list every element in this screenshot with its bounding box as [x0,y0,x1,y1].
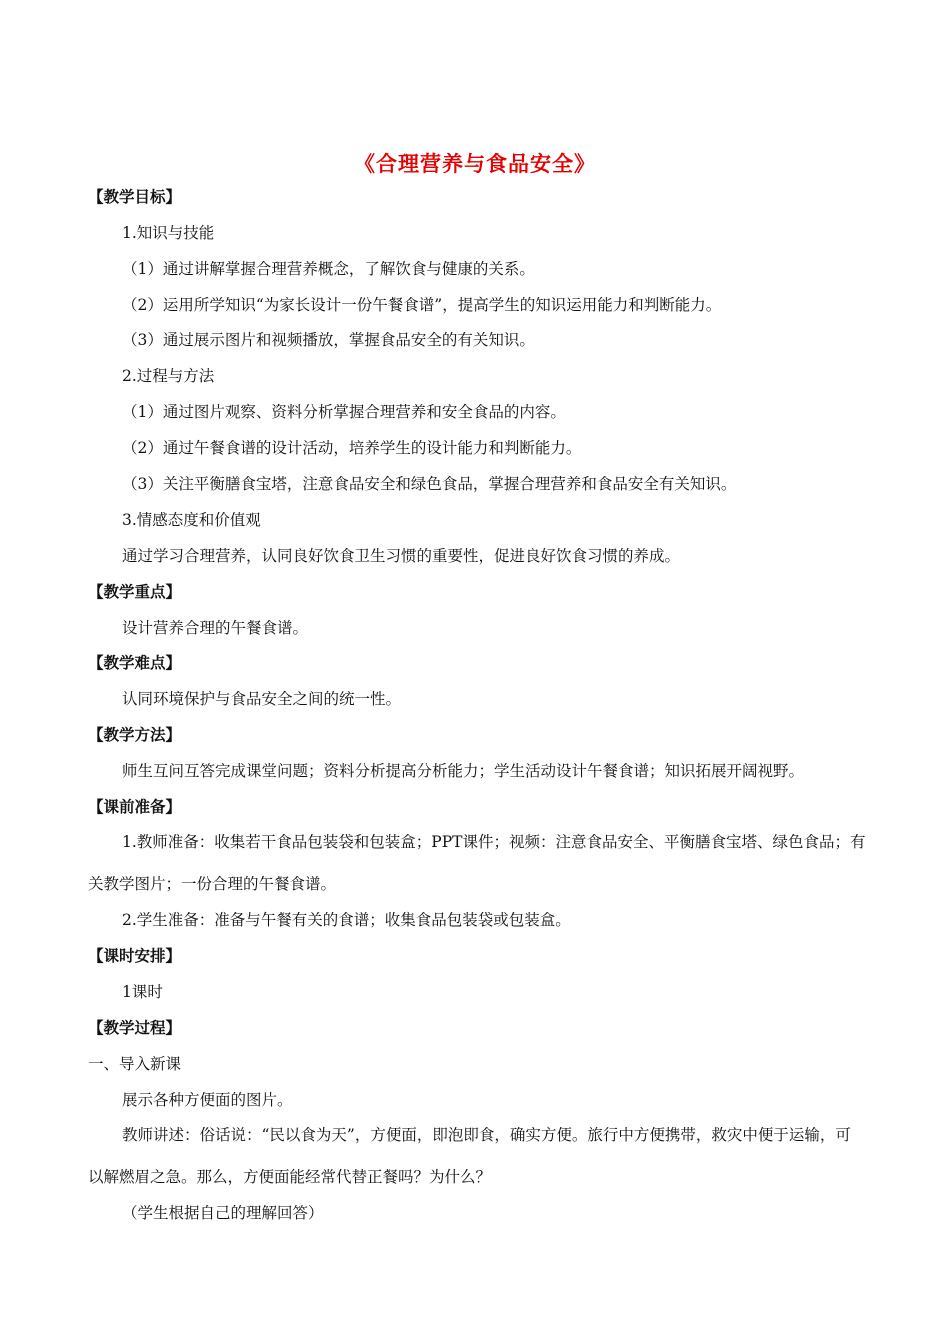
objectives-item: （2）运用所学知识“为家长设计一份午餐食谱”，提高学生的知识运用能力和判断能力。 [122,296,722,314]
method-text: 师生互问互答完成课堂问题；资料分析提高分析能力；学生活动设计午餐食谱；知识拓展开阔视野。 [122,762,805,780]
preparation-heading: 【课前准备】 [88,797,182,816]
process-paragraph: （学生根据自己的理解回答） [122,1204,324,1222]
objectives-section-2: 2.过程与方法 [122,367,215,385]
objectives-item: （3）通过展示图片和视频播放，掌握食品安全的有关知识。 [122,331,535,349]
objectives-section-1: 1.知识与技能 [122,224,215,242]
preparation-student: 2.学生准备：准备与午餐有关的食谱；收集食品包装袋或包装盒。 [122,911,571,929]
process-paragraph: 展示各种方便面的图片。 [122,1091,293,1109]
process-heading: 【教学过程】 [88,1018,182,1037]
objectives-item: （2）通过午餐食谱的设计活动，培养学生的设计能力和判断能力。 [122,439,582,457]
objectives-item: （1）通过讲解掌握合理营养概念，了解饮食与健康的关系。 [122,260,535,278]
process-part-1: 一、导入新课 [88,1055,182,1073]
schedule-text: 1课时 [122,983,163,1001]
document-title: 《合理营养与食品安全》 [354,151,596,176]
key-point-text: 设计营养合理的午餐食谱。 [122,619,309,637]
key-point-heading: 【教学重点】 [88,582,182,601]
objectives-item: （1）通过图片观察、资料分析掌握合理营养和安全食品的内容。 [122,403,566,421]
difficulty-heading: 【教学难点】 [88,653,182,672]
method-heading: 【教学方法】 [88,725,182,744]
objectives-heading: 【教学目标】 [88,187,182,206]
process-paragraph: 教师讲述：俗话说：“民以食为天”，方便面，即泡即食，确实方便。旅行中方便携带，救灾中便于运输，可以解燃眉之急。那么，方便面能经常代替正餐吗？为什么？ [88,1126,851,1186]
schedule-heading: 【课时安排】 [88,946,182,965]
objectives-item: （3）关注平衡膳食宝塔，注意食品安全和绿色食品，掌握合理营养和食品安全有关知识。 [122,475,737,493]
difficulty-text: 认同环境保护与食品安全之间的统一性。 [122,690,402,708]
objectives-item: 通过学习合理营养，认同良好饮食卫生习惯的重要性，促进良好饮食习惯的养成。 [122,547,681,565]
preparation-teacher: 1.教师准备：收集若干食品包装袋和包装盒；PPT课件；视频：注意食品安全、平衡膳食宝塔、绿色食品；有关教学图片；一份合理的午餐食谱。 [88,833,866,893]
objectives-section-3: 3.情感态度和价值观 [122,511,261,529]
